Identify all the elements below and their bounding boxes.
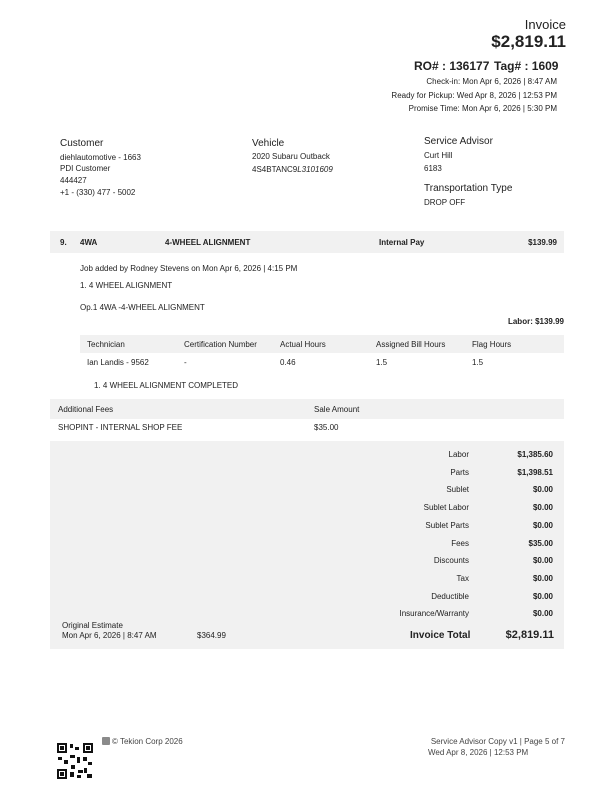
fees-header-bar	[50, 399, 564, 419]
checkin-time: Check-in: Mon Apr 6, 2026 | 8:47 AM	[426, 77, 557, 86]
totals-value: $0.00	[532, 485, 553, 495]
totals-label: Tax	[456, 573, 469, 583]
job-number: 9.	[60, 238, 67, 247]
vehicle-vin	[252, 165, 333, 174]
footer-copyright: © Tekion Corp 2026	[112, 737, 183, 746]
job-concern: 1. 4 WHEEL ALIGNMENT	[80, 281, 173, 290]
tech-cell-cert: -	[184, 358, 187, 367]
tech-cell-assigned: 1.5	[376, 358, 388, 367]
estimate-date: Mon Apr 6, 2026 | 8:47 AM	[62, 631, 157, 640]
vin-prefix: 4S4BTANC9	[252, 165, 298, 174]
totals-value: $1,398.51	[517, 467, 553, 477]
transport-type: DROP OFF	[424, 198, 466, 207]
tech-header-cert: Certification Number	[184, 340, 257, 349]
invoice-heading: Invoice	[524, 17, 566, 32]
totals-value: $0.00	[532, 520, 553, 530]
job-amount: $139.99	[528, 238, 557, 247]
ready-time: Ready for Pickup: Wed Apr 8, 2026 | 12:53 PM	[391, 91, 557, 100]
customer-label: Customer	[60, 138, 104, 149]
tag-number: Tag# : 1609	[494, 59, 559, 73]
tech-header-actual: Actual Hours	[280, 340, 326, 349]
tech-cell-actual: 0.46	[280, 358, 296, 367]
qr-code	[57, 743, 93, 779]
job-operation: Op.1 4WA -4-WHEEL ALIGNMENT	[80, 303, 205, 312]
advisor-label: Service Advisor	[424, 136, 493, 147]
invoice-total-label: Invoice Total	[410, 630, 471, 641]
totals-value: $0.00	[532, 556, 553, 566]
customer-number: 444427	[60, 176, 87, 185]
invoice-total-value: $2,819.11	[505, 629, 554, 641]
fee-row-amount: $35.00	[314, 423, 339, 432]
tekion-logo-icon	[102, 737, 110, 745]
fees-header-label: Additional Fees	[58, 405, 114, 414]
promise-time: Promise Time: Mon Apr 6, 2026 | 5:30 PM	[408, 104, 557, 113]
customer-type: PDI Customer	[60, 164, 111, 173]
totals-label: Discounts	[433, 556, 469, 566]
totals-value: $0.00	[532, 503, 553, 513]
totals-label: Labor	[448, 450, 469, 459]
totals-value: $1,385.60	[517, 450, 553, 459]
vin-suffix: L3101609	[297, 165, 333, 174]
totals-value: $35.00	[528, 538, 553, 548]
fees-header-amount: Sale Amount	[314, 405, 360, 414]
totals-label: Sublet	[446, 485, 469, 495]
footer-copy-page: Service Advisor Copy v1 | Page 5 of 7	[430, 737, 565, 746]
totals-label: Deductible	[431, 591, 469, 601]
estimate-label: Original Estimate	[62, 621, 123, 630]
fee-row-label: SHOPINT - INTERNAL SHOP FEE	[58, 423, 183, 432]
totals-label: Sublet Parts	[425, 520, 469, 530]
customer-name: diehlautomotive - 1663	[60, 153, 141, 162]
job-code: 4WA	[80, 238, 98, 247]
tech-header-flag: Flag Hours	[472, 340, 512, 349]
footer-printed: Wed Apr 8, 2026 | 12:53 PM	[428, 748, 529, 757]
customer-phone: +1 - (330) 477 - 5002	[60, 188, 136, 197]
advisor-id: 6183	[424, 164, 442, 173]
tech-cell-name: Ian Landis - 9562	[87, 358, 149, 367]
estimate-amount: $364.99	[197, 631, 226, 640]
tech-cell-flag: 1.5	[472, 358, 484, 367]
job-name: 4-WHEEL ALIGNMENT	[165, 238, 251, 247]
tech-header-technician: Technician	[87, 340, 125, 349]
job-labor: Labor: $139.99	[507, 317, 564, 326]
ro-number: RO# : 136177	[414, 59, 490, 73]
job-completed-note: 1. 4 WHEEL ALIGNMENT COMPLETED	[94, 381, 239, 390]
totals-label: Fees	[451, 538, 469, 548]
vehicle-label: Vehicle	[252, 138, 285, 149]
totals-value: $0.00	[532, 609, 553, 619]
totals-label: Parts	[450, 467, 469, 477]
totals-label: Sublet Labor	[423, 503, 469, 513]
job-header-bar	[50, 231, 564, 253]
vehicle-model: 2020 Subaru Outback	[252, 152, 330, 161]
job-pay-type: Internal Pay	[379, 238, 425, 247]
advisor-name: Curt Hill	[424, 151, 453, 160]
job-added-note: Job added by Rodney Stevens on Mon Apr 6, 2026 | 4:15 PM	[80, 264, 298, 273]
totals-value: $0.00	[532, 591, 553, 601]
transport-label: Transportation Type	[424, 183, 513, 194]
tech-header-assigned: Assigned Bill Hours	[376, 340, 446, 349]
totals-label: Insurance/Warranty	[399, 609, 469, 619]
totals-panel	[50, 441, 564, 649]
totals-value: $0.00	[532, 573, 553, 583]
invoice-amount: $2,819.11	[491, 32, 566, 51]
